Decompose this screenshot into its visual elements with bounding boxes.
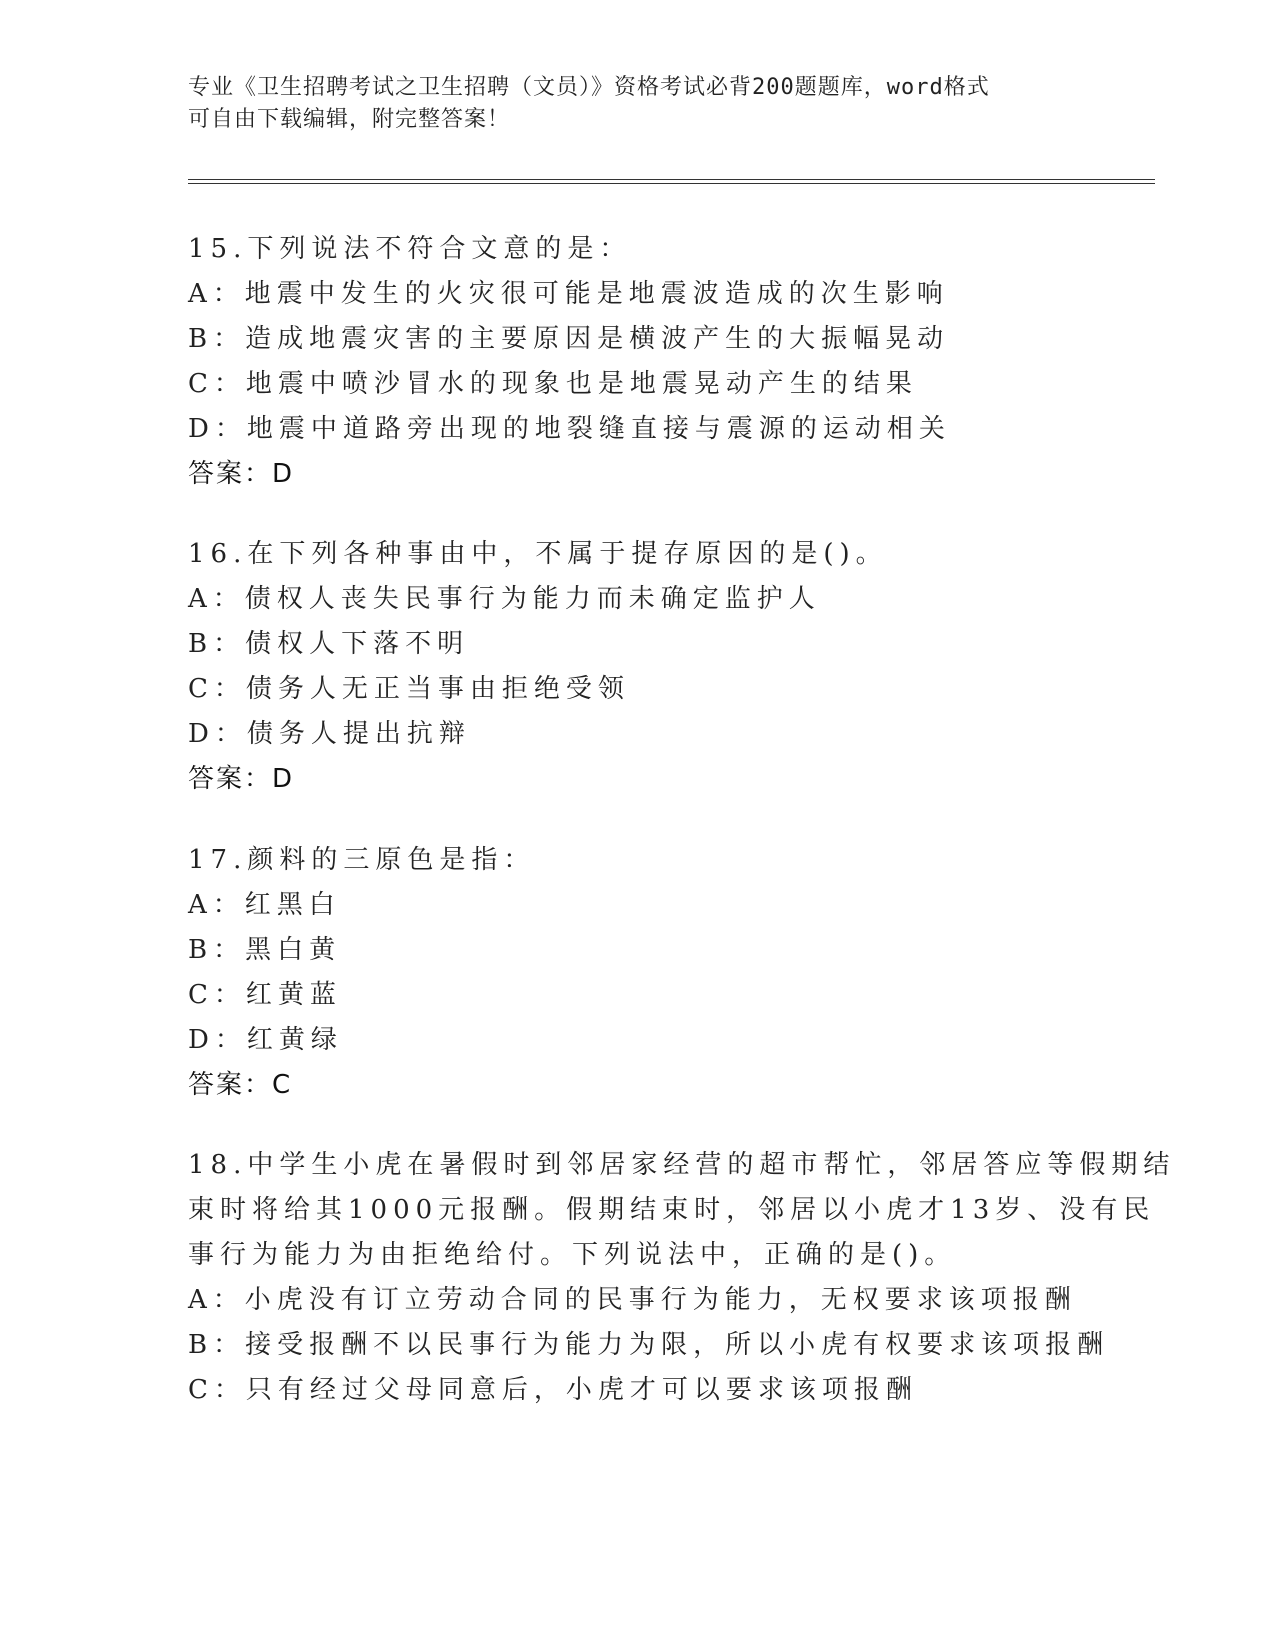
header-divider-bottom [188, 183, 1155, 184]
option-c: C：红黄蓝 [188, 980, 342, 1010]
option-d: D：红黄绿 [188, 1025, 343, 1055]
option-a: A：小虎没有订立劳动合同的民事行为能力，无权要求该项报酬 [188, 1285, 1077, 1315]
option-b: B：黑白黄 [188, 935, 342, 965]
option-d: D：地震中道路旁出现的地裂缝直接与震源的运动相关 [188, 414, 951, 444]
question-18 [188, 1143, 1176, 1413]
option-a: A：债权人丧失民事行为能力而未确定监护人 [188, 584, 821, 614]
option-c: C：地震中喷沙冒水的现象也是地震晃动产生的结果 [188, 369, 918, 399]
answer: 答案：D [188, 764, 295, 794]
option-b: B：债权人下落不明 [188, 629, 470, 659]
question-15 [188, 227, 1088, 497]
question-stem-line-1: 18.中学生小虎在暑假时到邻居家经营的超市帮忙，邻居答应等假期结 [188, 1150, 1176, 1180]
question-stem: 16.在下列各种事由中，不属于提存原因的是()。 [188, 539, 888, 569]
option-b: B：造成地震灾害的主要原因是横波产生的大振幅晃动 [188, 324, 950, 354]
document-header [188, 72, 1088, 136]
question-stem: 17.颜料的三原色是指： [188, 845, 536, 875]
answer: 答案：C [188, 1070, 293, 1100]
question-stem-line-3: 事行为能力为由拒绝给付。下列说法中，正确的是()。 [188, 1240, 957, 1270]
question-17 [188, 838, 1088, 1108]
header-line-2: 可自由下载编辑，附完整答案！ [188, 107, 511, 132]
option-c: C：债务人无正当事由拒绝受领 [188, 674, 630, 704]
question-stem: 15.下列说法不符合文意的是： [188, 234, 632, 264]
option-a: A：红黑白 [188, 890, 341, 920]
option-b: B：接受报酬不以民事行为能力为限，所以小虎有权要求该项报酬 [188, 1330, 1110, 1360]
question-16 [188, 532, 1088, 802]
header-line-1: 专业《卫生招聘考试之卫生招聘（文员）》资格考试必背200题题库，word格式 [188, 75, 990, 100]
option-c: C：只有经过父母同意后，小虎才可以要求该项报酬 [188, 1375, 918, 1405]
option-d: D：债务人提出抗辩 [188, 719, 471, 749]
answer: 答案：D [188, 459, 295, 489]
question-stem-line-2: 束时将给其1000元报酬。假期结束时，邻居以小虎才13岁、没有民 [188, 1195, 1156, 1225]
option-a: A：地震中发生的火灾很可能是地震波造成的次生影响 [188, 279, 949, 309]
header-divider-top [188, 179, 1155, 180]
